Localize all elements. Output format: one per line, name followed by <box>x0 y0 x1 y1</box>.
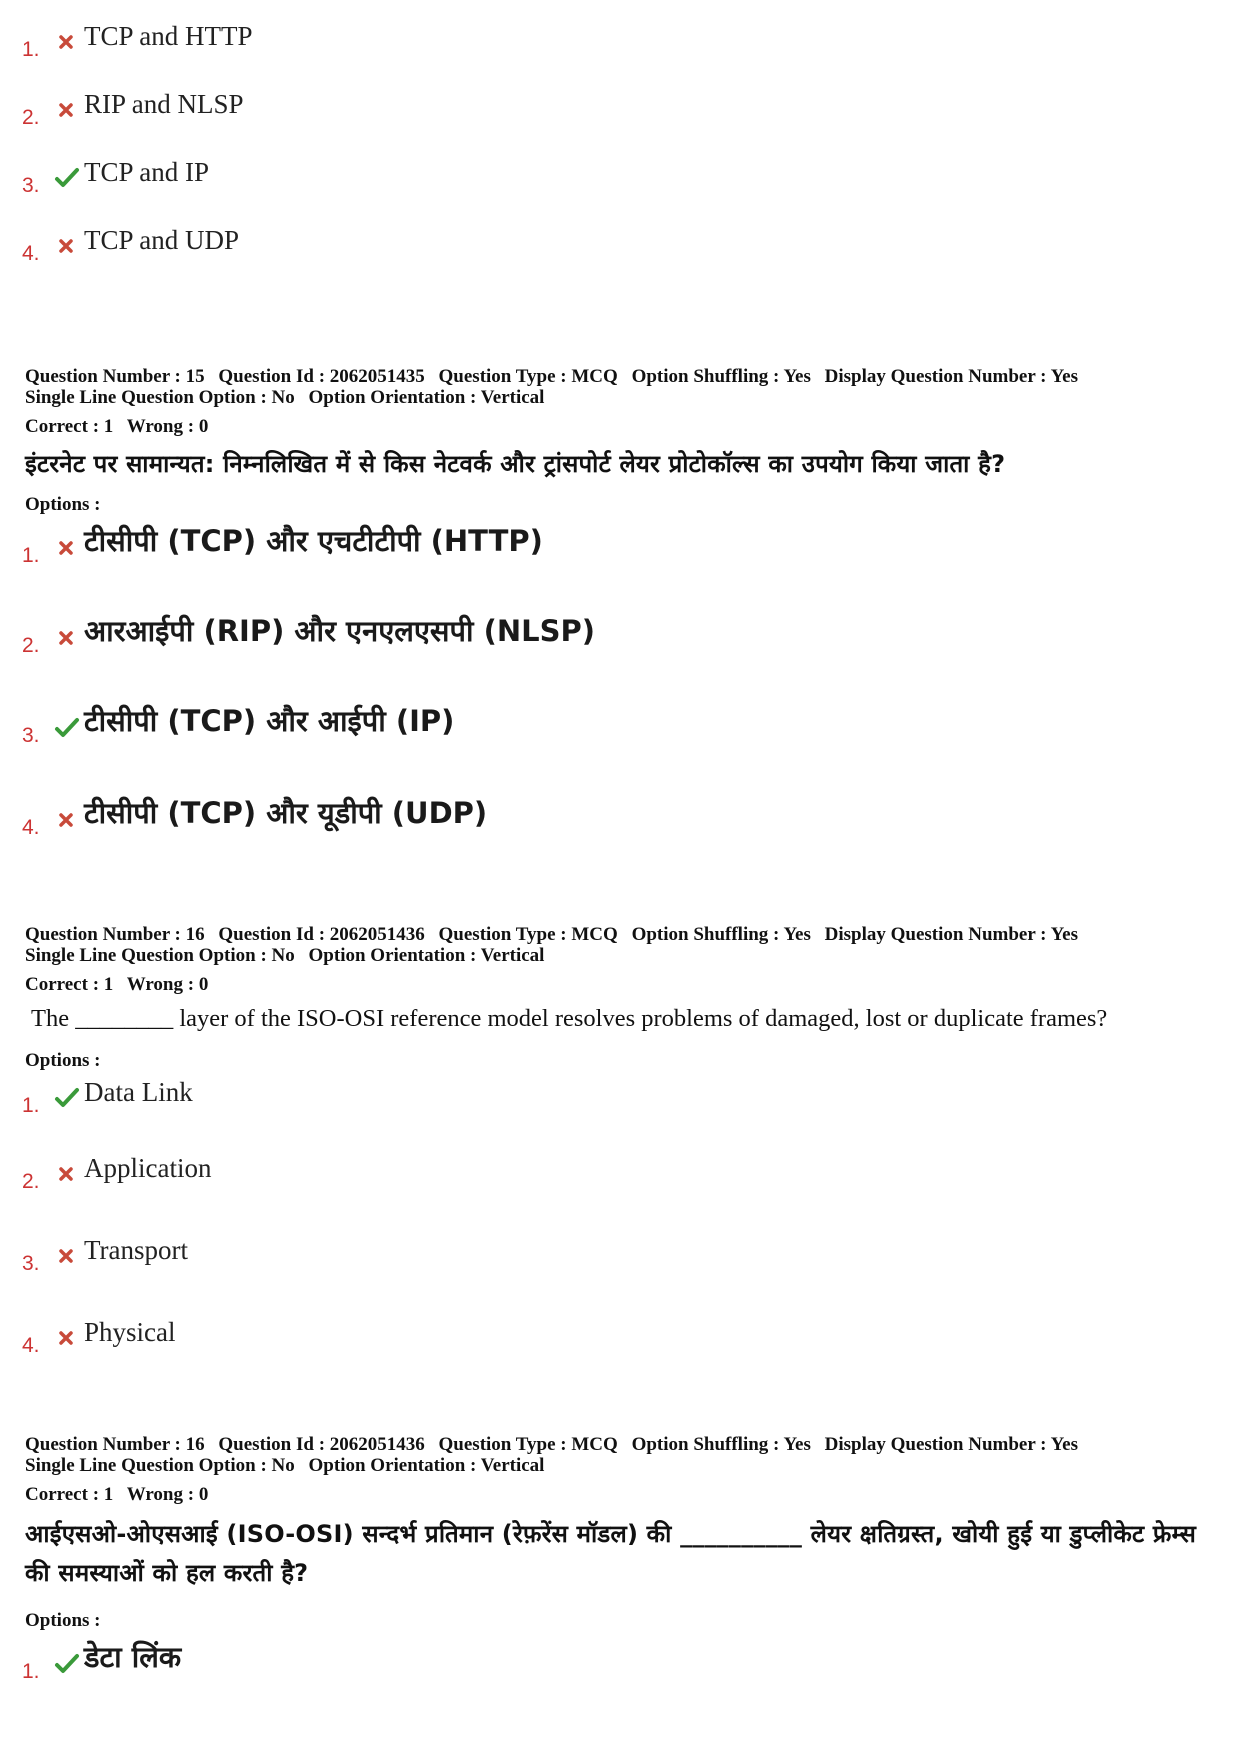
wrong-icon <box>50 232 84 260</box>
wrong-icon <box>50 1160 84 1188</box>
option-number: 3. <box>22 174 40 197</box>
question-meta: Question Number : 16 Question Id : 2062051436 Question Type : MCQ Option Shuffling : Yes Display Question Number : Yes Single Line Question Option : No Option Orientation : Vertical Correct : 1 Wrong : 0 <box>25 924 1079 995</box>
option-number: 4. <box>22 1334 40 1357</box>
correct-score: 1 <box>103 416 114 437</box>
question-id: 2062051436 <box>329 924 425 945</box>
option-number: 3. <box>22 1252 40 1275</box>
option-row <box>22 796 488 840</box>
question-number: 16 <box>185 1434 205 1455</box>
question-type: MCQ <box>571 924 618 945</box>
wrong-icon <box>50 534 84 562</box>
options-label: Options : <box>25 1610 101 1631</box>
question-type: MCQ <box>571 366 618 387</box>
option-row <box>22 22 253 62</box>
option-number: 2. <box>22 1170 40 1193</box>
correct-icon <box>50 714 84 742</box>
option-text: डेटा लिंक <box>84 1640 182 1674</box>
option-number: 4. <box>22 242 40 265</box>
options-label: Options : <box>25 494 101 515</box>
wrong-icon <box>50 28 84 56</box>
option-text: टीसीपी (TCP) और एचटीटीपी (HTTP) <box>84 524 543 558</box>
option-row <box>22 158 209 198</box>
wrong-icon <box>50 806 84 834</box>
correct-icon <box>50 1084 84 1112</box>
option-text: Transport <box>84 1235 189 1265</box>
wrong-icon <box>50 1242 84 1270</box>
question-number: 16 <box>185 924 205 945</box>
option-text: TCP and UDP <box>84 225 240 255</box>
option-number: 1. <box>22 38 40 61</box>
question-number: 15 <box>185 366 205 387</box>
option-row <box>22 524 543 568</box>
options-label: Options : <box>25 1050 101 1071</box>
question-id: 2062051436 <box>329 1434 425 1455</box>
question-type: MCQ <box>571 1434 618 1455</box>
option-text: Data Link <box>84 1077 193 1107</box>
option-row <box>22 90 244 130</box>
correct-icon <box>50 1650 84 1678</box>
option-text: Physical <box>84 1317 176 1347</box>
option-row <box>22 1078 193 1118</box>
question-meta: Question Number : 16 Question Id : 2062051436 Question Type : MCQ Option Shuffling : Yes Display Question Number : Yes Single Line Question Option : No Option Orientation : Vertical Correct : 1 Wrong : 0 <box>25 1434 1079 1505</box>
question-text: आईएसओ-ओएसआई (ISO-OSI) सन्दर्भ प्रतिमान (रेफ़रेंस मॉडल) की __________ लेयर क्षतिग्रस्त, खोयी हुई या डुप्लीकेट फ्रेम्स की समस्याओं को हल करती है? <box>25 1520 1196 1587</box>
option-text: TCP and HTTP <box>84 21 253 51</box>
option-row <box>22 1318 176 1358</box>
option-number: 3. <box>22 724 40 747</box>
option-text: टीसीपी (TCP) और आईपी (IP) <box>84 704 455 738</box>
option-number: 1. <box>22 1094 40 1117</box>
option-number: 1. <box>22 1660 40 1683</box>
option-row <box>22 1236 188 1276</box>
option-number: 2. <box>22 634 40 657</box>
option-row <box>22 1154 211 1194</box>
wrong-score: 0 <box>198 974 209 995</box>
wrong-icon <box>50 624 84 652</box>
wrong-score: 0 <box>198 416 209 437</box>
wrong-icon <box>50 96 84 124</box>
option-row <box>22 704 455 748</box>
correct-score: 1 <box>103 1484 114 1505</box>
question-text: The ________ layer of the ISO-OSI reference model resolves problems of damaged, lost or duplicate frames? <box>31 1005 1108 1032</box>
question-meta: Question Number : 15 Question Id : 2062051435 Question Type : MCQ Option Shuffling : Yes Display Question Number : Yes Single Line Question Option : No Option Orientation : Vertical Correct : 1 Wrong : 0 <box>25 366 1079 437</box>
option-row <box>22 1640 182 1684</box>
correct-score: 1 <box>103 974 114 995</box>
option-text: टीसीपी (TCP) और यूडीपी (UDP) <box>84 796 488 830</box>
option-row <box>22 226 239 266</box>
correct-icon <box>50 164 84 192</box>
option-number: 1. <box>22 544 40 567</box>
option-text: TCP and IP <box>84 157 210 187</box>
option-text: Application <box>84 1153 212 1183</box>
question-text: इंटरनेट पर सामान्यत: निम्नलिखित में से किस नेटवर्क और ट्रांसपोर्ट लेयर प्रोटोकॉल्स का उपयोग किया जाता है? <box>25 450 1006 478</box>
option-text: RIP and NLSP <box>84 89 244 119</box>
wrong-score: 0 <box>198 1484 209 1505</box>
question-id: 2062051435 <box>329 366 425 387</box>
wrong-icon <box>50 1324 84 1352</box>
option-text: आरआईपी (RIP) और एनएलएसपी (NLSP) <box>84 614 596 648</box>
option-number: 4. <box>22 816 40 839</box>
option-number: 2. <box>22 106 40 129</box>
option-row <box>22 614 596 658</box>
